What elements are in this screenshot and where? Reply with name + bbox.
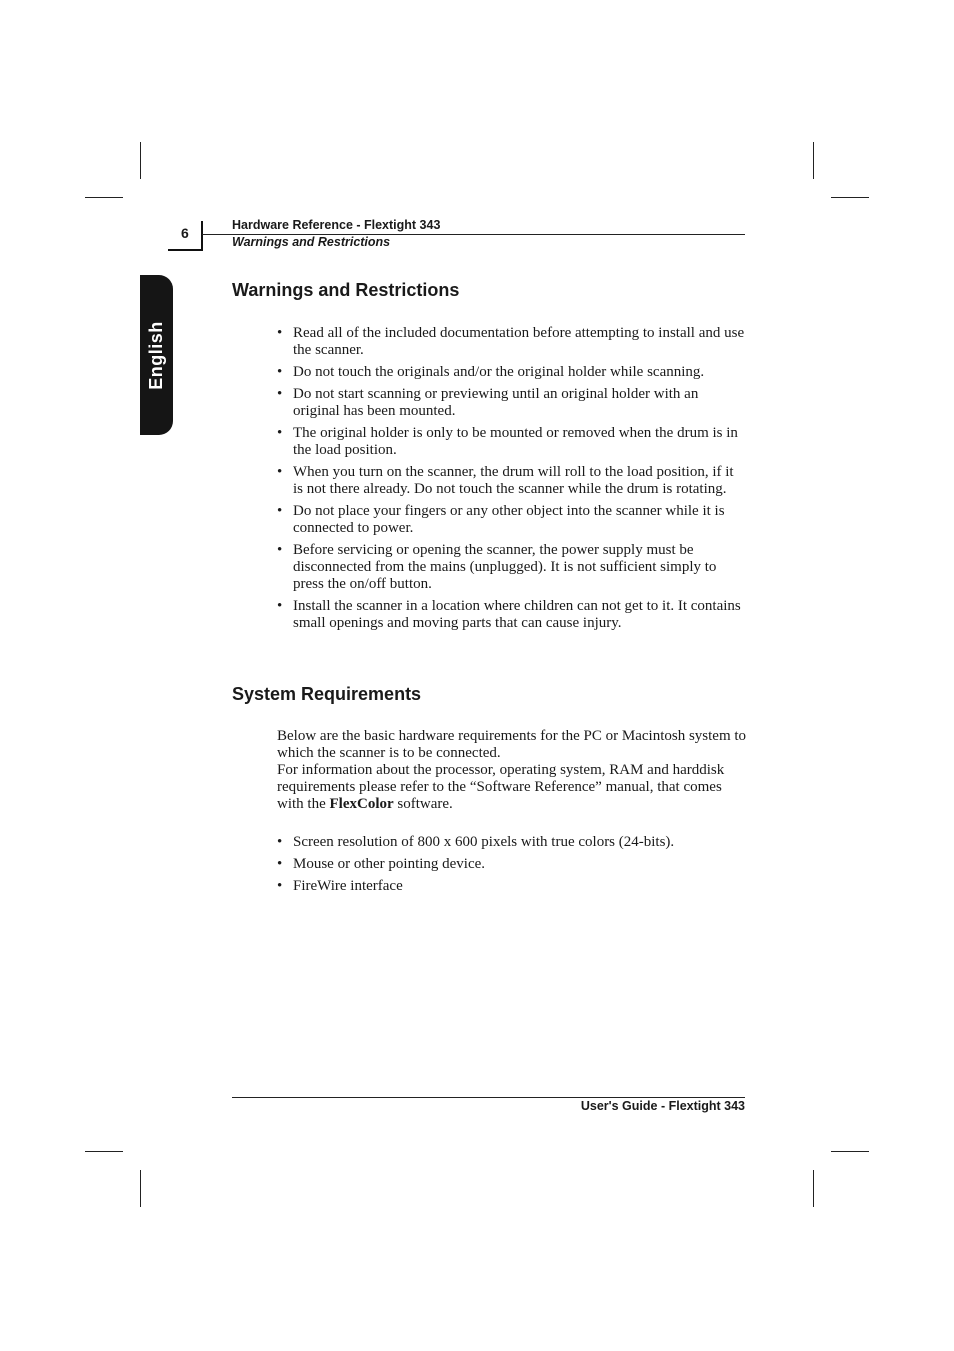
- crop-mark: [831, 197, 869, 198]
- footer-rule: [232, 1097, 745, 1098]
- crop-mark: [813, 142, 814, 179]
- header-subtitle: Warnings and Restrictions: [232, 235, 391, 249]
- warnings-list: [277, 325, 747, 637]
- list-item: • Do not place your fingers or any other object into the scanner while it is connected to power.: [277, 503, 747, 537]
- language-tab-label: English: [146, 320, 167, 390]
- crop-mark: [85, 1151, 123, 1152]
- list-item: • Do not start scanning or previewing until an original holder with an original has been mounted.: [277, 386, 747, 420]
- list-item: • Install the scanner in a location where children can not get to it. It contains small openings and moving parts that can cause injury.: [277, 598, 747, 632]
- section-heading-system-requirements: System Requirements: [232, 684, 422, 704]
- crop-mark: [140, 1170, 141, 1207]
- list-item: • Do not touch the originals and/or the original holder while scanning.: [277, 364, 747, 381]
- list-item: • FireWire interface: [277, 878, 747, 895]
- intro-paragraph: Below are the basic hardware requirements for the PC or Macintosh system to which the scanner is to be connected.: [277, 728, 747, 761]
- section-heading-warnings: Warnings and Restrictions: [232, 280, 460, 300]
- list-item: • Mouse or other pointing device.: [277, 856, 747, 873]
- list-item: • Before servicing or opening the scanner, the power supply must be disconnected from the mains (unplugged). It is not sufficient simply to press the on/off button.: [277, 542, 747, 593]
- page-number-bracket: [168, 249, 203, 251]
- list-item: • When you turn on the scanner, the drum will roll to the load position, if it is not there already. Do not touch the scanner while the drum is rotating.: [277, 464, 747, 498]
- system-intro: [277, 728, 747, 813]
- header-title: Hardware Reference - Flextight 343: [232, 218, 441, 232]
- page-number: 6: [181, 225, 189, 241]
- intro-paragraph: For information about the processor, operating system, RAM and harddisk requirements please refer to the “Software Reference” manual, that comes with the FlexColor software.: [277, 762, 725, 812]
- crop-mark: [831, 1151, 869, 1152]
- list-item: • Screen resolution of 800 x 600 pixels with true colors (24-bits).: [277, 834, 747, 851]
- product-name: FlexColor: [329, 796, 394, 812]
- crop-mark: [140, 142, 141, 179]
- page-number-bracket: [201, 221, 203, 251]
- requirements-list: [277, 834, 747, 900]
- crop-mark: [85, 197, 123, 198]
- crop-mark: [813, 1170, 814, 1207]
- list-item: • Read all of the included documentation before attempting to install and use the scanner.: [277, 325, 747, 359]
- footer-text: User's Guide - Flextight 343: [580, 1099, 745, 1113]
- list-item: • The original holder is only to be mounted or removed when the drum is in the load position.: [277, 425, 747, 459]
